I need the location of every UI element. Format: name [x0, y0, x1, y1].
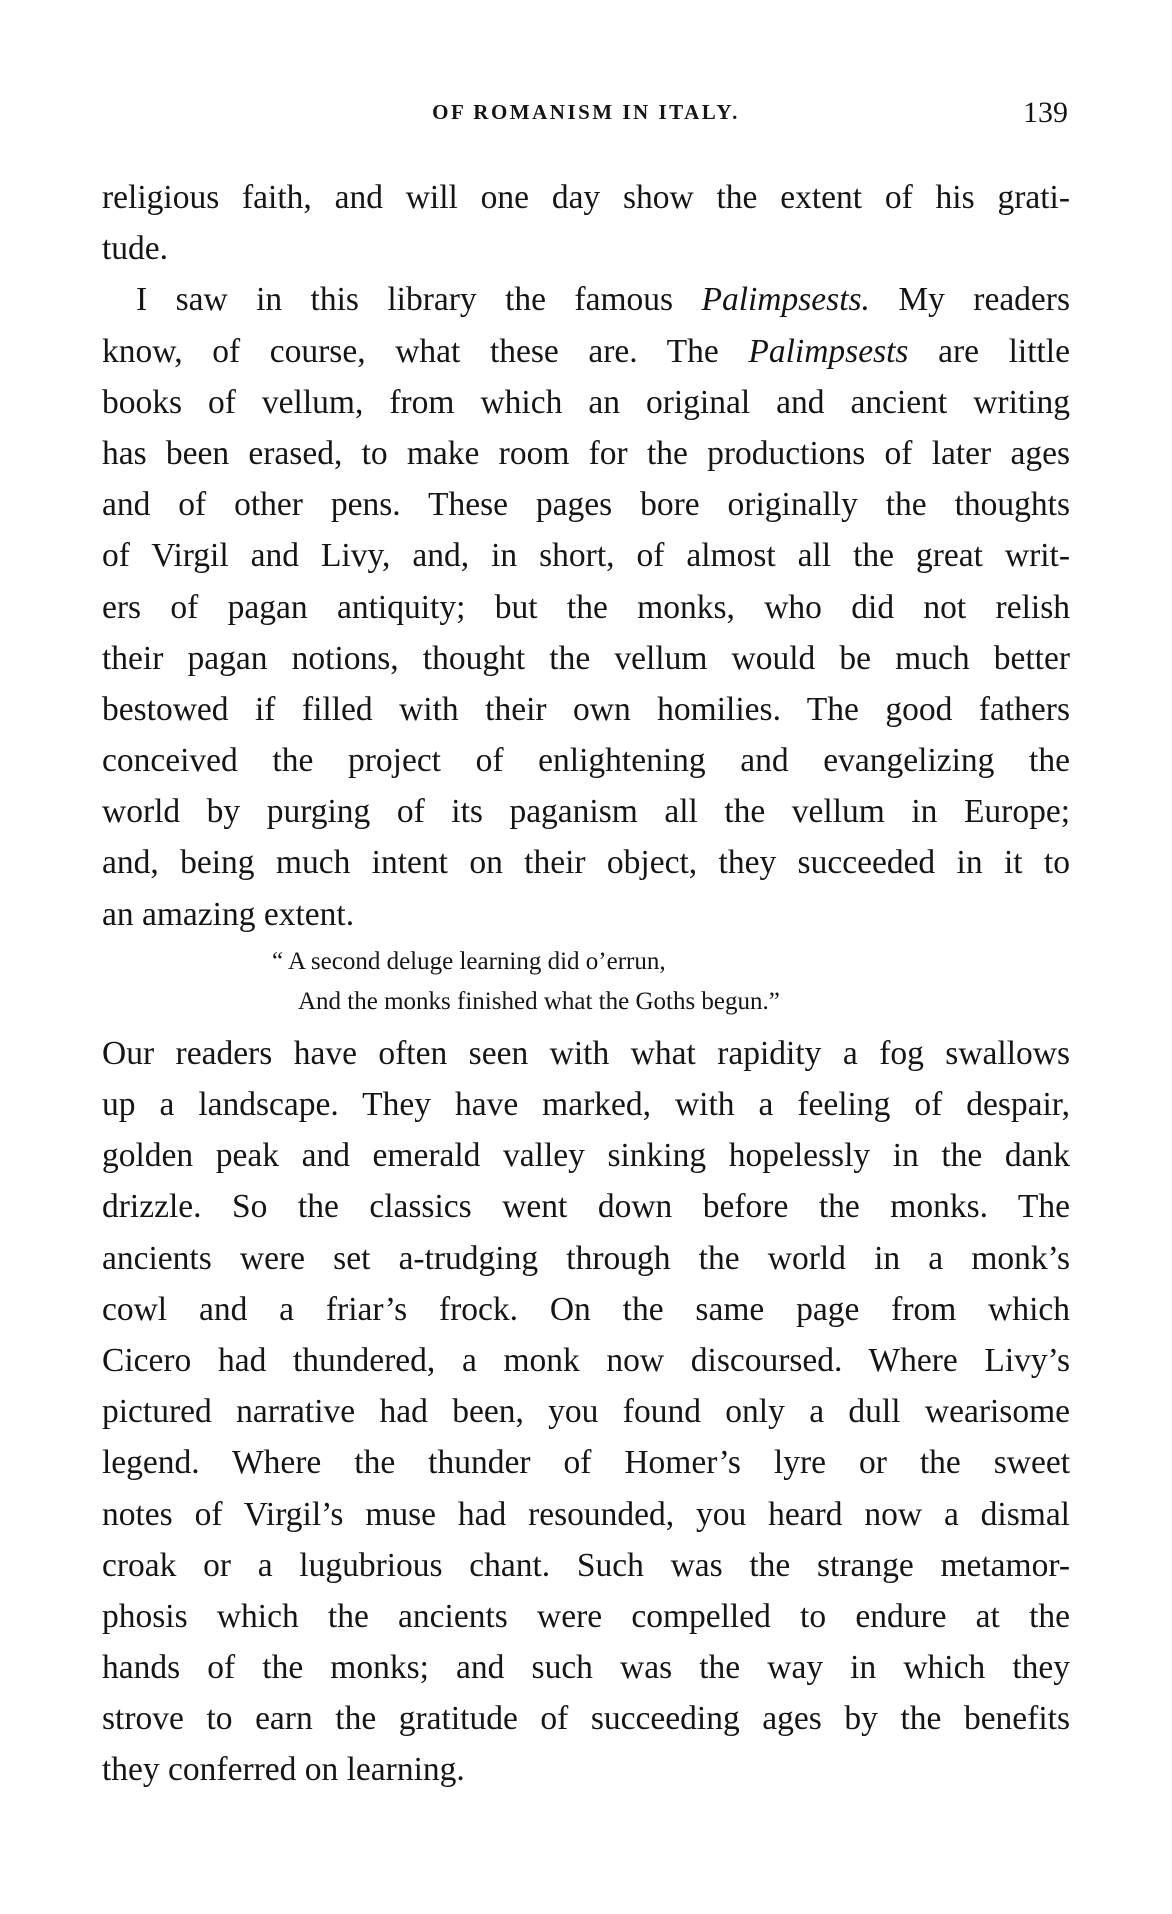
text-line: notes of Virgil’s muse had resounded, you heard now a dismal — [102, 1495, 1070, 1533]
body-text — [102, 172, 1070, 1796]
text-run: I saw in this library the famous — [136, 281, 702, 319]
italic-term: Palimpsests. — [701, 281, 870, 319]
text-line: conceived the project of enlightening and evangelizing the — [102, 742, 1070, 780]
page-number: 139 — [1023, 96, 1068, 129]
text-line: drizzle. So the classics went down before the monks. The — [102, 1188, 1070, 1226]
text-line: up a landscape. They have marked, with a feeling of despair, — [102, 1086, 1070, 1123]
italic-term: Palimpsests — [748, 332, 909, 370]
text-line: legend. Where the thunder of Homer’s lyre or the sweet — [102, 1444, 1070, 1482]
text-line: Our readers have often seen with what rapidity a fog swallows — [102, 1034, 1070, 1072]
text-line: and of other pens. These pages bore originally the thoughts — [102, 486, 1070, 524]
text-line: golden peak and emerald valley sinking hopelessly in the dank — [102, 1137, 1070, 1175]
paragraph-palimpsests — [102, 274, 1070, 939]
verse-line: And the monks finished what the Goths begun.” — [298, 987, 780, 1015]
text-line: tude. — [102, 230, 169, 268]
text-line: ancients were set a-trudging through the world in a monk’s — [102, 1239, 1070, 1277]
text-line: strove to earn the gratitude of succeeding ages by the benefits — [102, 1700, 1070, 1738]
text-line: phosis which the ancients were compelled to endure at the — [102, 1597, 1070, 1635]
text-line — [102, 274, 1070, 325]
text-line: books of vellum, from which an original and ancient writing — [102, 383, 1070, 421]
text-run: know, of course, what these are. The — [102, 332, 749, 370]
running-title: OF ROMANISM IN ITALY. — [432, 100, 740, 124]
text-line: bestowed if filled with their own homilies. The good fathers — [102, 690, 1070, 728]
text-line: cowl and a friar’s frock. On the same page from which — [102, 1290, 1070, 1328]
running-head — [100, 96, 1072, 136]
paragraph-continuation — [102, 172, 1070, 274]
text-line: they conferred on learning. — [102, 1751, 465, 1789]
text-run: My readers — [869, 281, 1070, 319]
text-line: croak or a lugubrious chant. Such was the strange metamor- — [102, 1546, 1070, 1584]
text-line — [102, 326, 1070, 377]
text-run: are little — [908, 332, 1070, 370]
text-line: religious faith, and will one day show the extent of his grati- — [102, 179, 1070, 216]
text-line: has been erased, to make room for the productions of later ages — [102, 434, 1070, 472]
verse-quotation — [102, 942, 1070, 1022]
text-line: Cicero had thundered, a monk now discoursed. Where Livy’s — [102, 1341, 1070, 1379]
text-line: their pagan notions, thought the vellum would be much better — [102, 639, 1070, 677]
text-line: world by purging of its paganism all the vellum in Europe; — [102, 793, 1070, 831]
text-line: and, being much intent on their object, they succeeded in it to — [102, 844, 1070, 882]
text-line: an amazing extent. — [102, 895, 355, 933]
paragraph-classics — [102, 1028, 1070, 1796]
text-line: hands of the monks; and such was the way in which they — [102, 1649, 1070, 1687]
verse-line: “ A second deluge learning did o’errun, — [272, 947, 666, 975]
text-line: ers of pagan antiquity; but the monks, who did not relish — [102, 588, 1070, 626]
text-line: pictured narrative had been, you found only a dull wearisome — [102, 1393, 1070, 1431]
text-line: of Virgil and Livy, and, in short, of almost all the great writ- — [102, 537, 1070, 575]
